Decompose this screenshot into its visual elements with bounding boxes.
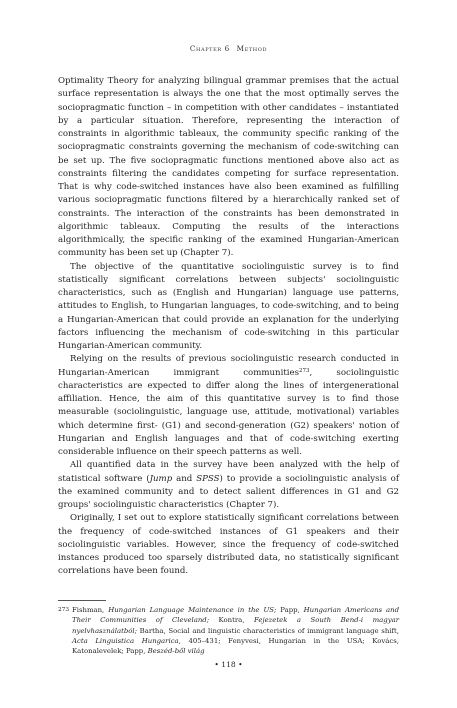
footnote-italic-4: Acta Linguistica Hungarica, [72,636,181,645]
footnote-text-2: Papp, [276,606,304,614]
paragraph-3-text-b: , sociolinguistic characteristics are expected to differ along the lines of intergenerational affiliation. Hence, the aim of this quantitative survey is to find those measurable (sociolinguistic, language use, attitude, motivational) variables which determine first- (G1) and second-generation (G2) speakers' notion of Hungarian and English languages and that of code-switching exerting considerable influence on their speech patterns as well. [58,367,399,457]
software-jump: Jump [149,473,173,484]
paragraph-1: Optimality Theory for analyzing bilingual grammar premises that the actual surface representation is always the one that the most optimally serves the sociopragmatic function – in competition with other candidates – instantiated by a particular situation. Therefore, representing the interaction of constraints in algorithmic tableaux, the community specific ranking of the sociopragmatic constraints governing the mechanism of code-switching can be set up. The five sociopragmatic functions mentioned above also act as constraints filtering the candidates competing for surface representation. That is why code-switched instances have also been examined as fulfilling various sociopragmatic functions filtered by a hierarchically ranked set of constraints. The interaction of the constraints has been demonstrated in algorithmic tableaux. Computing the results of the interactions algorithmically, the specific ranking of the examined Hungarian-American community has been set up (Chapter 7). [58,76,399,259]
footnote-italic-2: Hungarian Americans and Their Communities of Cleveland; [72,606,400,625]
footnote-italic-5: Beszéd-ből világ [147,647,205,656]
footnote [58,605,399,656]
footnote-number: 273 [58,607,70,613]
footnote-separator [58,600,106,601]
paragraph-4 [58,459,399,512]
paragraph-4-text-a: All quantified data in the survey have been analyzed with the help of statistical software ( [58,460,399,484]
paragraph-5: Originally, I set out to explore statistically significant correlations between the frequency of code-switched instances of G1 speakers and their sociolinguistic variables. However, since the frequency of code-switched instances produced too sparsely distributed data, no statistically significant correlations have been found. [58,513,399,577]
software-spss: SPSS [196,473,220,484]
footnote-reference[interactable]: 273 [299,367,310,374]
page-number: • 118 • [214,660,243,669]
header-title: Method [236,44,268,53]
footnote-text-1: Fishman, [72,606,109,614]
footnote-text-3: Kontra, [209,616,254,625]
body-text [58,75,399,579]
paragraph-4-text-b: ) to provide a sociolinguistic analysis of the examined community and to detect salient differences in G1 and G2 groups' sociolinguistic characteristics (Chapter 7). [58,473,400,510]
paragraph-3-text-a: Relying on the results of previous sociolinguistic research conducted in Hungarian-American immigrant communities [58,354,399,378]
paragraph-4-and: and [172,473,197,484]
footnote-italic-3: Fejezetek a South Bend-i magyar nyelvhasználatból; [72,616,399,635]
running-header [0,44,457,53]
paragraph-2: The objective of the quantitative sociolinguistic survey is to find statistically significant correlations between subjects' sociolinguistic characteristics, such as (English and Hungarian) language use patterns, attitudes to English, to Hungarian languages, to code-switching, and to being a Hungarian-American that could provide an explanation for the underlying factors influencing the mechanism of code-switching in this particular Hungarian-American community. [58,261,399,351]
footnote-text-4: Bartha, Social and linguistic characteristics of immigrant language shift, [136,626,399,635]
footnote-italic-1: Hungarian Language Maintenance in the US; [108,606,277,614]
footnote-text-5: 405–431; Fenyvesi, Hungarian in the USA; Kovács, Katonalevelek; Papp, [72,636,399,656]
header-chapter: Chapter 6 [189,44,230,53]
paragraph-3 [58,353,399,459]
